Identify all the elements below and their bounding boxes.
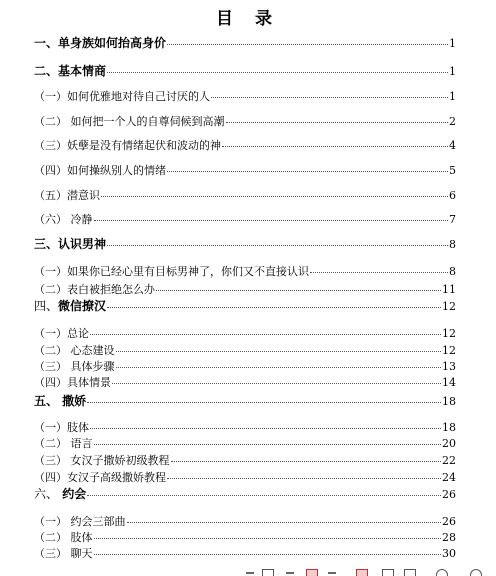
toc-entry[interactable] bbox=[34, 36, 456, 51]
toc-entry-text: 二、基本情商 bbox=[34, 64, 107, 78]
toc-entry[interactable] bbox=[34, 437, 456, 451]
toc-entry-text: （二）表白被拒绝怎么办 bbox=[34, 283, 155, 296]
toc-leader bbox=[94, 538, 442, 539]
toc-leader bbox=[90, 428, 441, 429]
toc-entry-page: 11 bbox=[442, 283, 456, 296]
toc-entry[interactable] bbox=[34, 376, 456, 390]
toc-leader bbox=[127, 522, 442, 523]
toc-entry-page: 26 bbox=[442, 488, 456, 501]
toc-entry-text: （四）如何操纵别人的情绪 bbox=[34, 164, 166, 177]
toc-entry[interactable] bbox=[34, 344, 456, 358]
grid-icon[interactable] bbox=[382, 569, 394, 576]
toc-entry-text: 一、单身族如何抬高身价 bbox=[34, 36, 167, 50]
toc-entry-page: 4 bbox=[449, 139, 456, 152]
toc-leader bbox=[211, 97, 448, 98]
toc-entry-text: （一）肢体 bbox=[34, 421, 89, 434]
toc-leader bbox=[167, 478, 441, 479]
toc-entry[interactable] bbox=[34, 115, 456, 129]
toc-entry-text: （六） 冷静 bbox=[34, 213, 93, 226]
toc-entry-text: （二） 心态建设 bbox=[34, 344, 115, 357]
toc-entry-text: （一）如果你已经心里有目标男神了，你们又不直接认识 bbox=[34, 265, 309, 278]
toc-leader bbox=[112, 383, 441, 384]
toc-entry-text: 微信撩汉 bbox=[58, 299, 107, 313]
toc-entry-page: 1 bbox=[449, 65, 456, 78]
toc-entry-text: （二） 如何把一个人的自尊伺候到高潮 bbox=[34, 115, 225, 128]
toc-leader bbox=[107, 245, 448, 246]
toc-entry[interactable] bbox=[34, 90, 456, 104]
toc-leader bbox=[226, 122, 449, 123]
toc-entry[interactable] bbox=[34, 327, 456, 341]
toc-entry-page: 24 bbox=[442, 471, 456, 484]
toc-entry[interactable] bbox=[34, 237, 456, 252]
toc-entry-page: 1 bbox=[449, 90, 456, 103]
toc-entry-page: 20 bbox=[442, 437, 456, 450]
toc-entry-page: 18 bbox=[442, 421, 456, 434]
toc-entry[interactable] bbox=[34, 213, 456, 227]
toc-entry-page: 18 bbox=[442, 395, 456, 408]
toc-entry-text: （二） 语言 bbox=[34, 437, 93, 450]
toc-entry-page: 28 bbox=[442, 531, 456, 544]
toc-entry-page: 13 bbox=[442, 360, 456, 373]
toc-entry-text: （三） 女汉子撒娇初级教程 bbox=[34, 454, 170, 467]
toc-leader bbox=[94, 554, 442, 555]
toc-entry-text: （三）妖孽是没有情绪起伏和波动的神 bbox=[34, 139, 221, 152]
toc-leader bbox=[167, 171, 448, 172]
toc-leader bbox=[94, 444, 442, 445]
zoom-in-icon[interactable] bbox=[470, 569, 482, 576]
toc-entry[interactable] bbox=[34, 283, 456, 297]
toc-entry-text: 约会 bbox=[58, 487, 87, 501]
toc-entry-page: 12 bbox=[442, 327, 456, 340]
toc-entry-text: （一）总论 bbox=[34, 327, 89, 340]
toc-entry-page: 14 bbox=[442, 376, 456, 389]
toc-entry-page: 30 bbox=[442, 547, 456, 560]
toc-entry-text: （一） 约会三部曲 bbox=[34, 515, 126, 528]
toc-leader bbox=[90, 334, 441, 335]
toc-leader bbox=[116, 367, 442, 368]
toc-entry[interactable] bbox=[34, 299, 456, 314]
document-title: 目 录 bbox=[216, 9, 280, 29]
toc-entry-page: 12 bbox=[442, 300, 456, 313]
toc-leader bbox=[310, 272, 448, 273]
toc-entry[interactable] bbox=[34, 531, 456, 545]
toc-entry[interactable] bbox=[34, 421, 456, 435]
toc-entry-text: （四）女汉子高级撒娇教程 bbox=[34, 471, 166, 484]
comment-icon[interactable] bbox=[356, 569, 368, 576]
zoom-out-icon[interactable] bbox=[436, 569, 448, 576]
toc-entry-text: （四）具体情景 bbox=[34, 376, 111, 389]
toc-entry-text: 五、 撒娇 bbox=[34, 394, 87, 408]
toc-entry[interactable] bbox=[34, 265, 456, 279]
toc-entry-page: 12 bbox=[442, 344, 456, 357]
toc-leader bbox=[171, 461, 442, 462]
annotate-icon[interactable] bbox=[306, 569, 318, 576]
toc-entry-prefix: 六、 bbox=[34, 487, 59, 501]
toc-leader bbox=[87, 402, 441, 403]
toc-entry-page: 8 bbox=[449, 238, 456, 251]
toc-entry[interactable] bbox=[34, 454, 456, 468]
toc-entry-page: 5 bbox=[449, 164, 456, 177]
toc-entry[interactable] bbox=[34, 515, 456, 529]
toc-entry[interactable] bbox=[34, 394, 456, 409]
toc-leader bbox=[156, 290, 441, 291]
toc-entry-text: （三） 具体步骤 bbox=[34, 360, 115, 373]
toc-entry-page: 7 bbox=[449, 213, 456, 226]
toc-leader bbox=[94, 220, 449, 221]
toc-leader bbox=[222, 146, 448, 147]
toc-entry-text: （一）如何优雅地对待自己讨厌的人 bbox=[34, 90, 210, 103]
toc-entry[interactable] bbox=[34, 64, 456, 79]
toc-entry[interactable] bbox=[34, 189, 456, 203]
toc-leader bbox=[167, 44, 448, 45]
toc-entry[interactable] bbox=[34, 139, 456, 153]
toc-entry[interactable] bbox=[34, 471, 456, 485]
toc-entry-page: 2 bbox=[449, 115, 456, 128]
toc-entry[interactable] bbox=[34, 547, 456, 561]
toc-entry-text: （五）潜意识 bbox=[34, 189, 100, 202]
toc-entry-page: 8 bbox=[449, 265, 456, 278]
dash-icon[interactable] bbox=[246, 572, 254, 574]
dash-icon[interactable] bbox=[328, 572, 336, 574]
layout-icon[interactable] bbox=[404, 569, 416, 576]
toc-entry-page: 6 bbox=[449, 189, 456, 202]
toc-leader bbox=[107, 72, 448, 73]
toc-entry[interactable] bbox=[34, 360, 456, 374]
toc-leader bbox=[116, 351, 442, 352]
toc-entry-page: 1 bbox=[449, 37, 456, 50]
toc-leader bbox=[87, 495, 441, 496]
toc-entry-prefix: 四、 bbox=[34, 299, 59, 313]
toc-entry-page: 22 bbox=[442, 454, 456, 467]
toc-entry[interactable] bbox=[34, 487, 456, 502]
toc-entry-page: 26 bbox=[442, 515, 456, 528]
toc-entry-text: （二） 肢体 bbox=[34, 531, 93, 544]
dash-icon[interactable] bbox=[286, 572, 294, 574]
toc-leader bbox=[101, 196, 448, 197]
bottom-toolbar bbox=[0, 568, 496, 576]
toc-leader bbox=[107, 307, 441, 308]
page-icon[interactable] bbox=[262, 569, 274, 576]
toc-entry[interactable] bbox=[34, 164, 456, 178]
toc-entry-text: 三、认识男神 bbox=[34, 237, 107, 251]
toc-entry-text: （三） 聊天 bbox=[34, 547, 93, 560]
